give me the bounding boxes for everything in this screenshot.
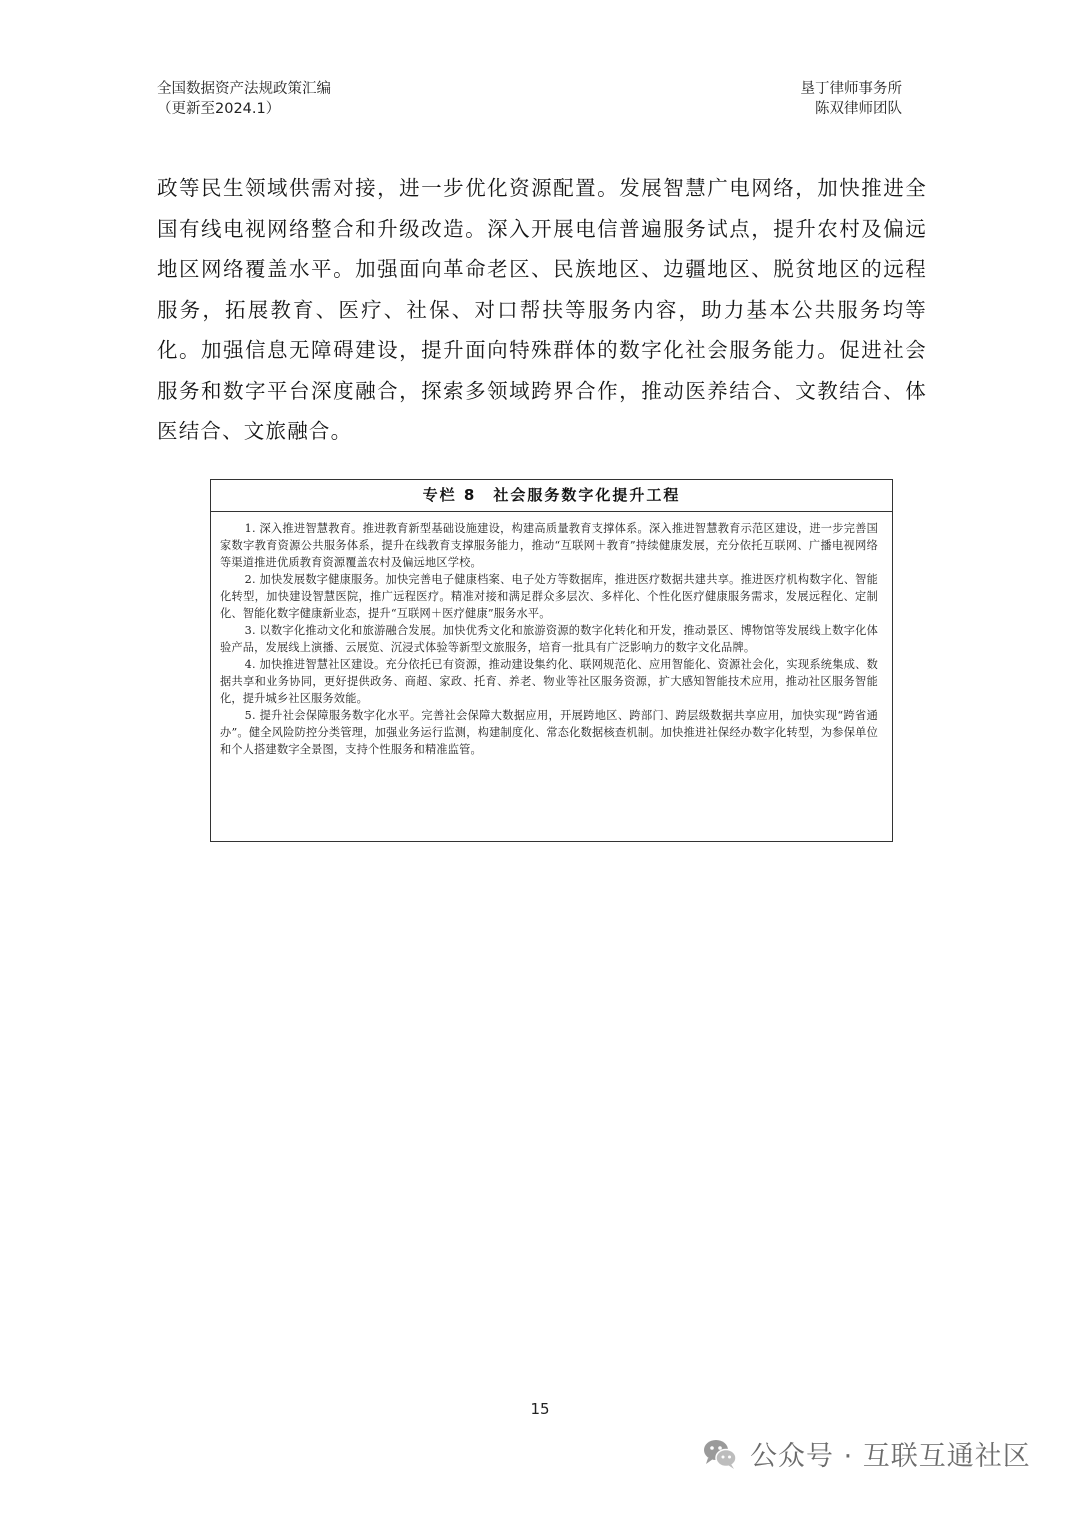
wechat-icon bbox=[700, 1433, 740, 1473]
header-doc-update: （更新至2024.1） bbox=[157, 101, 281, 117]
body-paragraph: 政等民生领域供需对接，进一步优化资源配置。发展智慧广电网络，加快推进全国有线电视网络整合和升级改造。深入开展电信普遍服务试点，提升农村及偏远地区网络覆盖水平。加强面向革命老区、民族地区、边疆地区、脱贫地区的远程服务，拓展教育、医疗、社保、对口帮扶等服务内容，助力基本公共服务均等化。加强信息无障碍建设，提升面向特殊群体的数字化社会服务能力。促进社会服务和数字平台深度融合，探索多领域跨界合作，推动医养结合、文教结合、体医结合、文旅融合。 bbox=[157, 176, 927, 443]
header-doc-title: 全国数据资产法规政策汇编 bbox=[157, 81, 331, 97]
column-box-body bbox=[211, 512, 892, 758]
header-team-name: 陈双律师团队 bbox=[815, 101, 902, 117]
column-box-title: 专栏 8 社会服务数字化提升工程 bbox=[211, 480, 892, 512]
watermark-text: 公众号 · 互联互通社区 bbox=[750, 1440, 1031, 1472]
header-right bbox=[801, 79, 903, 119]
column-item: 1. 深入推进智慧教育。推进教育新型基础设施建设，构建高质量教育支撑体系。深入推进智慧教育示范区建设，进一步完善国家数字教育资源公共服务体系，提升在线教育支撑服务能力，推动“互联网＋教育”持续健康发展，充分依托互联网、广播电视网络等渠道推进优质教育资源覆盖农村及偏远地区学校。 bbox=[220, 522, 878, 569]
page-number: 15 bbox=[530, 1400, 550, 1418]
column-box bbox=[210, 479, 893, 842]
watermark bbox=[700, 1430, 1031, 1476]
header-left bbox=[157, 79, 331, 119]
column-item: 4. 加快推进智慧社区建设。充分依托已有资源，推动建设集约化、联网规范化、应用智能化、资源社会化，实现系统集成、数据共享和业务协同，更好提供政务、商超、家政、托育、养老、物业等社区服务资源，扩大感知智能技术应用，推动社区服务智能化，提升城乡社区服务效能。 bbox=[220, 658, 878, 705]
column-item: 5. 提升社会保障服务数字化水平。完善社会保障大数据应用，开展跨地区、跨部门、跨层级数据共享应用，加快实现“跨省通办”。健全风险防控分类管理，加强业务运行监测，构建制度化、常态化数据核查机制。加快推进社保经办数字化转型，为参保单位和个人搭建数字全景图，支持个性服务和精准监管。 bbox=[220, 709, 878, 756]
header-firm-name: 垦丁律师事务所 bbox=[800, 81, 902, 97]
column-item: 2. 加快发展数字健康服务。加快完善电子健康档案、电子处方等数据库，推进医疗数据共建共享。推进医疗机构数字化、智能化转型，加快建设智慧医院，推广远程医疗。精准对接和满足群众多层次、多样化、个性化医疗健康服务需求，发展远程化、定制化、智能化数字健康新业态，提升“互联网＋医疗健康”服务水平。 bbox=[220, 573, 878, 620]
column-item: 3. 以数字化推动文化和旅游融合发展。加快优秀文化和旅游资源的数字化转化和开发，推动景区、博物馆等发展线上数字化体验产品，发展线上演播、云展览、沉浸式体验等新型文旅服务，培育一批具有广泛影响力的数字文化品牌。 bbox=[220, 624, 878, 654]
